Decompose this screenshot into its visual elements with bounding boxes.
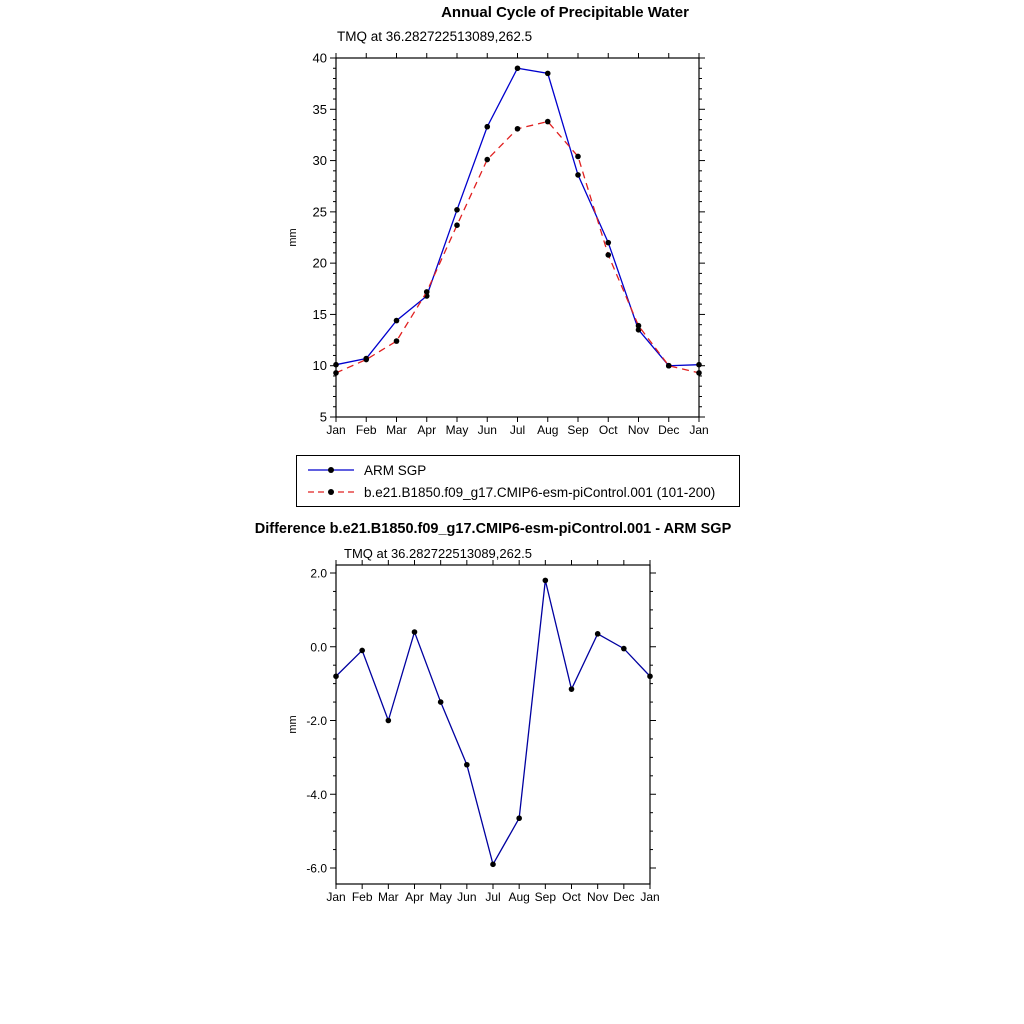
series-marker <box>621 646 627 652</box>
y-tick-label: 40 <box>312 50 327 66</box>
series-marker <box>516 815 522 821</box>
y-tick-label: -6.0 <box>306 861 327 876</box>
x-tick-label: Mar <box>377 890 399 904</box>
legend-line-sample-dashed <box>305 485 357 499</box>
series-marker <box>666 363 672 369</box>
y-tick-label: -4.0 <box>306 787 327 802</box>
series-marker <box>412 629 418 635</box>
axes <box>330 53 705 422</box>
series-marker <box>605 240 611 246</box>
series-marker <box>515 126 521 132</box>
series-marker <box>575 154 581 160</box>
series-marker <box>454 222 460 228</box>
series-line <box>336 68 699 365</box>
top-chart <box>287 51 709 438</box>
x-tick-label: Nov <box>627 423 650 437</box>
y-tick-label: 0.0 <box>310 640 327 655</box>
series-marker <box>490 862 496 868</box>
bottom-chart <box>287 560 660 904</box>
series-marker <box>545 71 551 77</box>
series-marker <box>359 648 365 654</box>
series-marker <box>545 119 551 125</box>
x-tick-label: Nov <box>586 890 609 904</box>
legend-item-arm-sgp <box>297 459 739 481</box>
x-tick-label: Oct <box>598 423 618 437</box>
series-marker <box>464 762 470 768</box>
series-marker <box>605 252 611 258</box>
x-tick-label: Sep <box>534 890 557 904</box>
x-tick-label: May <box>429 890 453 904</box>
y-tick-label: 30 <box>312 153 327 169</box>
series-marker <box>696 370 702 376</box>
series-marker <box>333 362 339 368</box>
x-tick-label: Aug <box>537 423 559 437</box>
x-tick-label: May <box>445 423 469 437</box>
legend-label: ARM SGP <box>364 462 427 478</box>
x-tick-label: Jan <box>640 890 660 904</box>
x-tick-label: Mar <box>386 423 407 437</box>
series-marker <box>333 673 339 679</box>
x-tick-label: Jan <box>326 423 346 437</box>
x-tick-label: Feb <box>355 423 377 437</box>
x-tick-label: Dec <box>613 890 635 904</box>
x-tick-label: Apr <box>405 890 424 904</box>
x-tick-label: Jun <box>457 890 477 904</box>
series-marker <box>636 323 642 329</box>
x-tick-label: Jan <box>689 423 709 437</box>
series-line <box>336 580 650 864</box>
series-marker <box>438 699 444 705</box>
x-tick-label: Jun <box>477 423 497 437</box>
x-tick-label: Jul <box>485 890 501 904</box>
x-tick-label: Apr <box>417 423 437 437</box>
legend-label: b.e21.B1850.f09_g17.CMIP6-esm-piControl.001 (101-200) <box>364 484 716 500</box>
series-marker <box>595 631 601 637</box>
series-marker <box>394 318 400 324</box>
y-tick-label: 20 <box>312 255 327 271</box>
legend-marker-dot <box>328 467 334 473</box>
series-marker <box>394 338 400 344</box>
x-tick-label: Sep <box>567 423 589 437</box>
plot-frame <box>336 565 650 884</box>
top-chart-title: Annual Cycle of Precipitable Water <box>441 4 689 21</box>
series-b-e21-b1850-f09-g17-cmip6-esm-picontrol-001-101-200- <box>333 119 702 376</box>
axis-labels <box>287 567 660 905</box>
series-marker <box>543 578 549 584</box>
x-tick-label: Dec <box>658 423 680 437</box>
series-difference-picontrol-arm-sgp- <box>333 578 653 868</box>
series-arm-sgp <box>333 65 702 368</box>
series-line <box>336 122 699 373</box>
y-tick-label: 35 <box>312 101 327 117</box>
legend-marker-dot <box>328 489 334 495</box>
series-marker <box>454 207 460 213</box>
axes <box>330 560 656 889</box>
bottom-chart-title: Difference b.e21.B1850.f09_g17.CMIP6-esm-piControl.001 - ARM SGP <box>254 521 732 537</box>
y-tick-label: 15 <box>312 306 327 322</box>
y-tick-label: 25 <box>312 204 327 220</box>
legend-line-sample-solid <box>305 463 357 477</box>
series-marker <box>363 357 369 363</box>
top-chart-subtitle: TMQ at 36.282722513089,262.5 <box>337 29 533 44</box>
series-marker <box>515 65 521 71</box>
y-tick-label: 5 <box>319 409 327 425</box>
plot-frame <box>336 58 699 417</box>
series-marker <box>386 718 392 724</box>
series-marker <box>484 157 490 163</box>
y-axis-title: mm <box>287 228 299 247</box>
x-tick-label: Jan <box>326 890 346 904</box>
series-marker <box>569 686 575 692</box>
y-tick-label: 2.0 <box>310 566 327 581</box>
series-marker <box>333 370 339 376</box>
legend-item-model <box>297 481 739 503</box>
series-marker <box>575 172 581 178</box>
y-tick-label: -2.0 <box>306 714 327 728</box>
x-tick-label: Aug <box>508 890 530 904</box>
series-marker <box>484 124 490 130</box>
y-tick-label: 10 <box>312 358 327 374</box>
x-tick-label: Feb <box>351 890 373 904</box>
x-tick-label: Jul <box>509 423 526 437</box>
y-axis-title: mm <box>287 715 299 734</box>
bottom-chart-subtitle: TMQ at 36.282722513089,262.5 <box>344 546 532 561</box>
series-marker <box>424 289 430 295</box>
x-tick-label: Oct <box>562 890 581 904</box>
legend <box>296 455 740 507</box>
series-marker <box>696 362 702 368</box>
series-marker <box>647 673 653 679</box>
axis-labels <box>287 51 709 438</box>
